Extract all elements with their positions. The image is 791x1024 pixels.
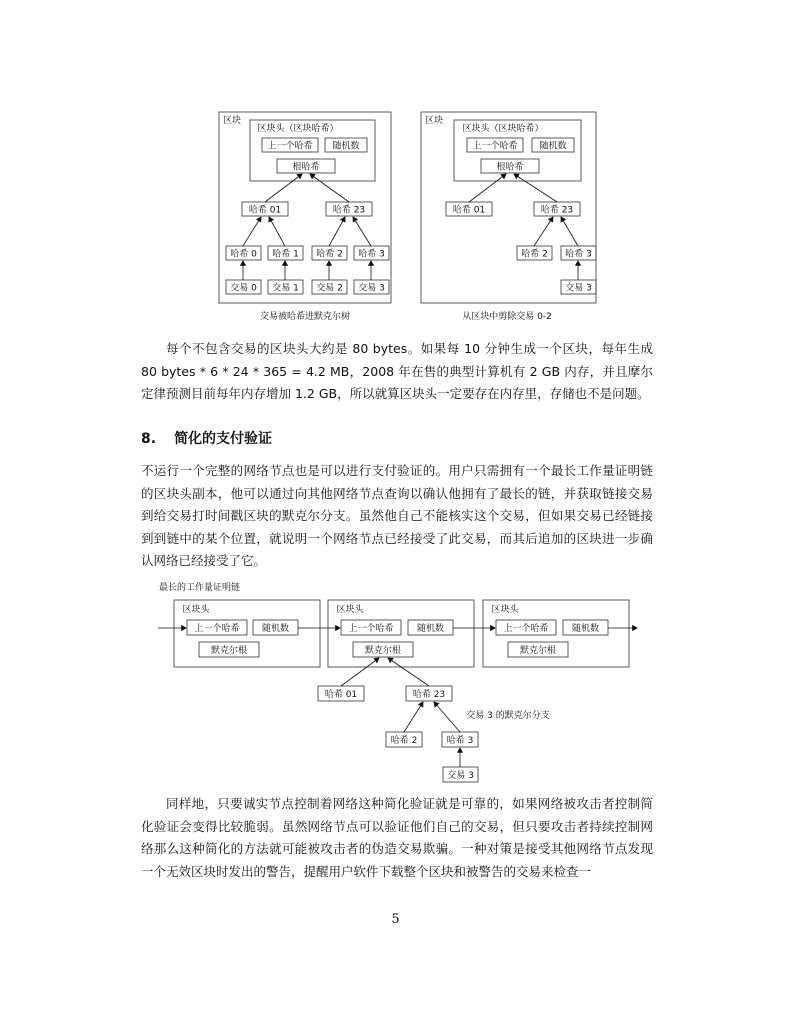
right-hash3-text: 哈希 3 (565, 249, 592, 260)
block3-prev-hash: 上一个哈希 (503, 624, 549, 634)
block2-header-label: 区块头 (336, 605, 364, 615)
right-nonce-text: 随机数 (539, 141, 567, 152)
left-hash3-text: 哈希 3 (358, 249, 385, 260)
block1-nonce: 随机数 (261, 624, 290, 634)
left-block-label: 区块 (222, 116, 242, 126)
section-number: 8. (141, 431, 157, 447)
right-block-label: 区块 (424, 116, 444, 126)
right-arrows (469, 174, 578, 280)
block1-prev-hash: 上一个哈希 (194, 624, 240, 634)
right-hash23-text: 哈希 23 (540, 205, 574, 216)
block2-prev-hash: 上一个哈希 (348, 624, 394, 634)
paragraph-block-header-size: 每个不包含交易的区块头大约是 80 bytes。如果每 10 分钟生成一个区块，每年生成 80 bytes * 6 * 24 * 365 = 4.2 MB，2008 年在售的典型计算机有 2 GB 内存，并且摩尔定律预测目前每年内存增加 1.2 GB，所以就算区块头一定要存在内存里，存储也不是问题。 (141, 341, 653, 401)
block1-header-label: 区块头 (182, 605, 210, 615)
right-hash2-text: 哈希 2 (521, 249, 548, 260)
right-root-hash-text: 根哈希 (496, 162, 524, 173)
left-hash1-text: 哈希 1 (272, 249, 299, 260)
left-header-label: 区块头（区块哈希） (257, 124, 339, 134)
left-hash01-text: 哈希 01 (248, 205, 282, 216)
left-tx0-text: 交易 0 (230, 283, 257, 294)
branch-hash2: 哈希 2 (390, 736, 418, 746)
block3-merkle-root: 默克尔根 (519, 646, 557, 656)
left-tx3-text: 交易 3 (358, 283, 385, 294)
right-tx3-text: 交易 3 (565, 283, 592, 294)
left-tx1-text: 交易 1 (272, 283, 299, 294)
chain-label: 最长的工作量证明链 (159, 583, 241, 593)
section-title: 简化的支付验证 (174, 431, 273, 447)
left-tx2-text: 交易 2 (316, 283, 343, 294)
left-hash2-text: 哈希 2 (316, 249, 343, 260)
spv-figure (0, 575, 791, 790)
left-hash23-text: 哈希 23 (332, 205, 366, 216)
page-number: 5 (391, 912, 400, 927)
right-header-label: 区块头（区块哈希） (462, 124, 544, 134)
section-heading (141, 428, 272, 448)
paragraph-security: 同样地，只要诚实节点控制着网络这种简化验证就是可靠的，如果网络被攻击者控制简化验证会变得比较脆弱。虽然网络节点可以验证他们自己的交易，但只要攻击者持续控制网络那么这种简化的方法就可能被攻击者的伪造交易欺骗。一种对策是接受其他网络节点发现一个无效区块时发出的警告，提醒用户软件下载整个区块和被警告的交易来检查一 (141, 796, 653, 879)
left-hash0-text: 哈希 0 (230, 249, 257, 260)
left-prev-hash-text: 上一个哈希 (267, 141, 313, 152)
branch-hash01: 哈希 01 (324, 690, 358, 700)
chain-boxes (174, 600, 629, 782)
branch-tx3: 交易 3 (447, 771, 474, 781)
right-caption: 从区块中剪除交易 0-2 (462, 312, 552, 322)
right-hash01-text: 哈希 01 (452, 205, 486, 216)
block2-nonce: 随机数 (416, 624, 445, 634)
right-prev-hash-text: 上一个哈希 (472, 141, 518, 152)
branch-hash23: 哈希 23 (412, 690, 446, 700)
block2-merkle-root: 默克尔根 (364, 646, 402, 656)
block3-nonce: 随机数 (571, 624, 600, 634)
branch-hash3: 哈希 3 (446, 736, 474, 746)
left-nonce-text: 随机数 (332, 141, 360, 152)
branch-label: 交易 3 的默克尔分支 (466, 711, 550, 721)
block1-merkle-root: 默克尔根 (210, 646, 248, 656)
left-root-hash-text: 根哈希 (292, 162, 320, 173)
left-caption: 交易被哈希进默克尔树 (259, 312, 351, 322)
block3-header-label: 区块头 (491, 605, 519, 615)
paragraph-spv: 不运行一个完整的网络节点也是可以进行支付验证的。用户只需拥有一个最长工作量证明链的区块头副本，他可以通过向其他网络节点查询以确认他拥有了最长的链，并获取链接交易到给交易打时间戳区块的默克尔分支。虽然他自己不能核实这个交易，但如果交易已经链接到到链中的某个位置，就说明一个网络节点已经接受了此交易，而其后追加的区块进一步确认网络已经接受了它。 (141, 463, 653, 568)
merkle-figure (0, 0, 791, 340)
left-arrows (243, 174, 371, 280)
